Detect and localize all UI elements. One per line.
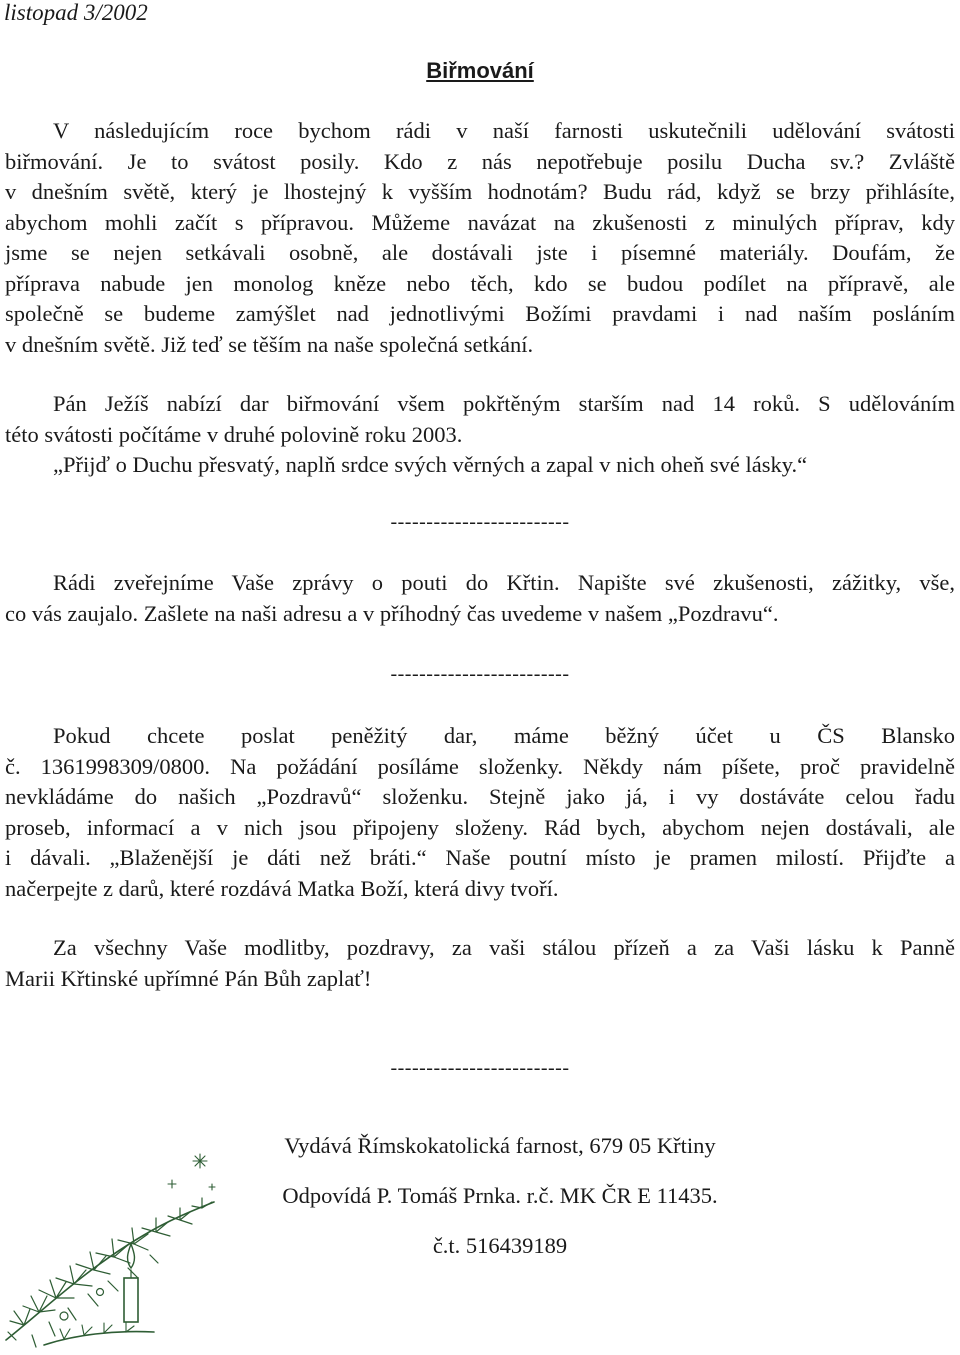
text-line: i dávali. „Blaženější je dáti než bráti.“ Naše poutní místo je pramen milostí. Přijďte a: [5, 845, 955, 870]
text-line: společně se budeme zamýšlet nad jednotlivými Božími pravdami i nad naším posláním: [5, 301, 955, 326]
text-line: V následujícím roce bychom rádi v naší farnosti uskutečnili udělování svátosti: [53, 118, 955, 143]
text-line: této svátosti počítáme v druhé polovině roku 2003.: [5, 421, 463, 447]
separator: -------------------------: [390, 1057, 570, 1079]
text-line: Marii Křtinské upřímné Pán Bůh zaplať!: [5, 965, 372, 991]
text-line: biřmování. Je to svátost posily. Kdo z nás nepotřebuje posilu Ducha sv.? Zvláště: [5, 148, 955, 174]
text-line: proseb, informací a v nich jsou připojeny složeny. Rád bych, abychom nejen dostávali, ale: [5, 814, 955, 840]
imprint-publisher: Vydává Římskokatolická farnost, 679 05 Křtiny: [284, 1133, 716, 1158]
text-line: Pokud chcete poslat peněžitý dar, máme běžný účet u ČS Blansko: [53, 723, 955, 748]
text-line: co vás zaujalo. Zašlete na naši adresu a v příhodný čas uvedeme v našem „Pozdravu“.: [5, 600, 779, 626]
text-line: v dnešním světě. Již teď se těším na naše společná setkání.: [5, 331, 534, 357]
paragraph-confirmation-age: [5, 389, 955, 450]
text-line: příprava nabude jen monolog kněze nebo těch, kdo se budou podílet na přípravě, ale: [5, 270, 955, 296]
text-line: Za všechny Vaše modlitby, pozdravy, za vaši stálou přízeň a za Vaši lásku k Panně: [53, 935, 955, 960]
paragraph-confirmation-intro: [5, 116, 955, 360]
text-line: v dnešním světě, který je lhostejný k vyšším hodnotám? Budu rád, když se brzy přihlásíte,: [5, 179, 955, 204]
page-title: Biřmování: [426, 58, 534, 83]
christmas-branch-candle-icon: [4, 1140, 224, 1355]
separator: -------------------------: [390, 511, 570, 533]
text-line: načerpejte z darů, které rozdává Matka Boží, která divy tvoří.: [5, 875, 559, 901]
issue-header: listopad 3/2002: [4, 0, 148, 25]
text-line: jsme se nejen setkávali osobně, ale dostávali jste i písemné materiály. Doufám, že: [5, 240, 955, 265]
prayer-quote: [5, 450, 955, 481]
paragraph-donations: [5, 721, 955, 904]
separator: -------------------------: [390, 663, 570, 685]
imprint-phone: č.t. 516439189: [432, 1233, 568, 1258]
text-line: nevkládáme do našich „Pozdravů“ složenku. Stejně jako já, i vy dostáváte celou řadu: [5, 784, 955, 809]
text-line: Pán Ježíš nabízí dar biřmování všem pokřtěným starším nad 14 roků. S udělováním: [53, 391, 955, 416]
imprint-responsible: Odpovídá P. Tomáš Prnka. r.č. MK ČR E 11435.: [282, 1183, 718, 1208]
text-line: č. 1361998309/0800. Na požádání posíláme složenky. Někdy nám píšete, proč pravidelně: [5, 753, 955, 779]
text-line: „Přijď o Duchu přesvatý, naplň srdce svých věrných a zapal v nich oheň své lásky.“: [53, 452, 808, 477]
paragraph-pilgrimage-reports: [5, 568, 955, 629]
paragraph-thanks: [5, 933, 955, 994]
text-line: abychom mohli začít s přípravou. Můžeme navázat na zkušenosti z minulých příprav, kdy: [5, 209, 955, 235]
text-line: Rádi zveřejníme Vaše zprávy o pouti do Křtin. Napište své zkušenosti, zážitky, vše,: [53, 570, 955, 595]
